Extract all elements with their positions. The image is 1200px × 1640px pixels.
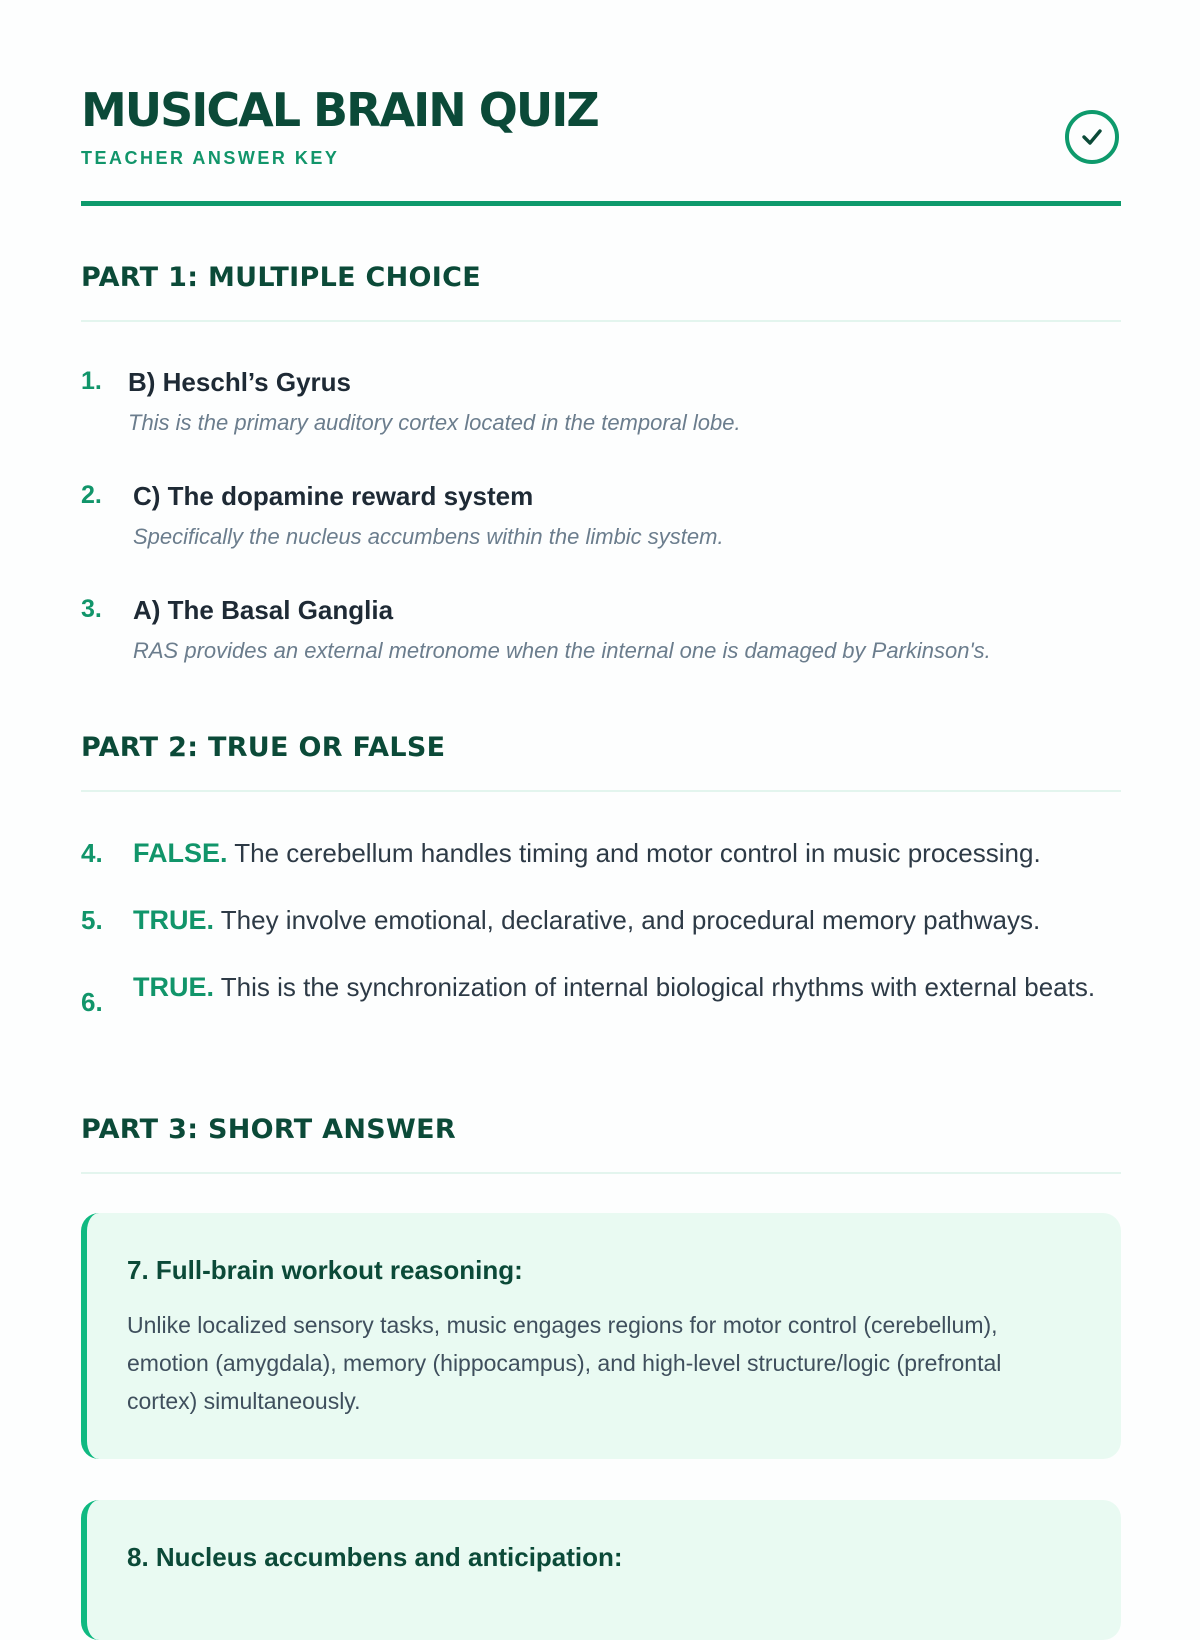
tf-statement bbox=[133, 833, 1131, 873]
section-title-part2: PART 2: TRUE OR FALSE bbox=[81, 732, 446, 763]
check-circle-icon bbox=[1065, 110, 1119, 164]
short-answer-card-7 bbox=[81, 1213, 1121, 1459]
tf-verdict: TRUE. bbox=[133, 972, 214, 1002]
item-number: 4. bbox=[81, 838, 103, 868]
tf-item-5 bbox=[81, 900, 1131, 940]
short-answer-heading: 8. Nucleus accumbens and anticipation: bbox=[127, 1542, 623, 1572]
item-number: 3. bbox=[81, 595, 102, 623]
short-answer-heading: 7. Full-brain workout reasoning: bbox=[127, 1255, 523, 1285]
tf-item-4 bbox=[81, 833, 1131, 873]
mc-item-1 bbox=[81, 367, 1121, 436]
mc-answer: A) The Basal Ganglia bbox=[133, 595, 394, 625]
item-number: 5. bbox=[81, 905, 103, 935]
checkmark-icon bbox=[1080, 125, 1104, 149]
tf-item-6 bbox=[81, 967, 1131, 1017]
header bbox=[81, 82, 1121, 169]
mc-item-2 bbox=[81, 481, 1121, 550]
tf-statement bbox=[133, 967, 1113, 1007]
mc-explanation: RAS provides an external metronome when the internal one is damaged by Parkinson's. bbox=[133, 638, 991, 663]
tf-explanation: This is the synchronization of internal biological rhythms with external beats. bbox=[220, 972, 1096, 1002]
header-divider bbox=[81, 201, 1121, 206]
mc-answer: B) Heschl’s Gyrus bbox=[128, 367, 352, 397]
section-title-part1: PART 1: MULTIPLE CHOICE bbox=[81, 262, 481, 293]
mc-explanation: This is the primary auditory cortex located in the temporal lobe. bbox=[128, 410, 741, 435]
tf-statement bbox=[133, 900, 1131, 940]
mc-explanation: Specifically the nucleus accumbens within the limbic system. bbox=[133, 524, 724, 549]
section-divider-part2 bbox=[81, 790, 1121, 792]
short-answer-card-8 bbox=[81, 1500, 1121, 1640]
item-number: 1. bbox=[81, 367, 102, 395]
short-answer-body: Unlike localized sensory tasks, music engages regions for motor control (cerebellum), emotion (amygdala), memory (hippocampus), and high-level structure/logic (prefrontal cortex) simultaneously. bbox=[127, 1312, 1002, 1414]
tf-verdict: FALSE. bbox=[133, 838, 228, 868]
item-number: 2. bbox=[81, 481, 102, 509]
page-title: MUSICAL BRAIN QUIZ bbox=[81, 83, 598, 137]
tf-explanation: They involve emotional, declarative, and procedural memory pathways. bbox=[220, 905, 1041, 935]
section-title-part3: PART 3: SHORT ANSWER bbox=[81, 1114, 456, 1145]
section-divider-part3 bbox=[81, 1172, 1121, 1174]
tf-explanation: The cerebellum handles timing and motor control in music processing. bbox=[234, 838, 1041, 868]
tf-verdict: TRUE. bbox=[133, 905, 214, 935]
item-number: 6. bbox=[81, 987, 103, 1017]
mc-answer: C) The dopamine reward system bbox=[133, 481, 534, 511]
section-divider-part1 bbox=[81, 320, 1121, 322]
mc-item-3 bbox=[81, 595, 1121, 664]
page-subtitle: TEACHER ANSWER KEY bbox=[81, 148, 340, 168]
